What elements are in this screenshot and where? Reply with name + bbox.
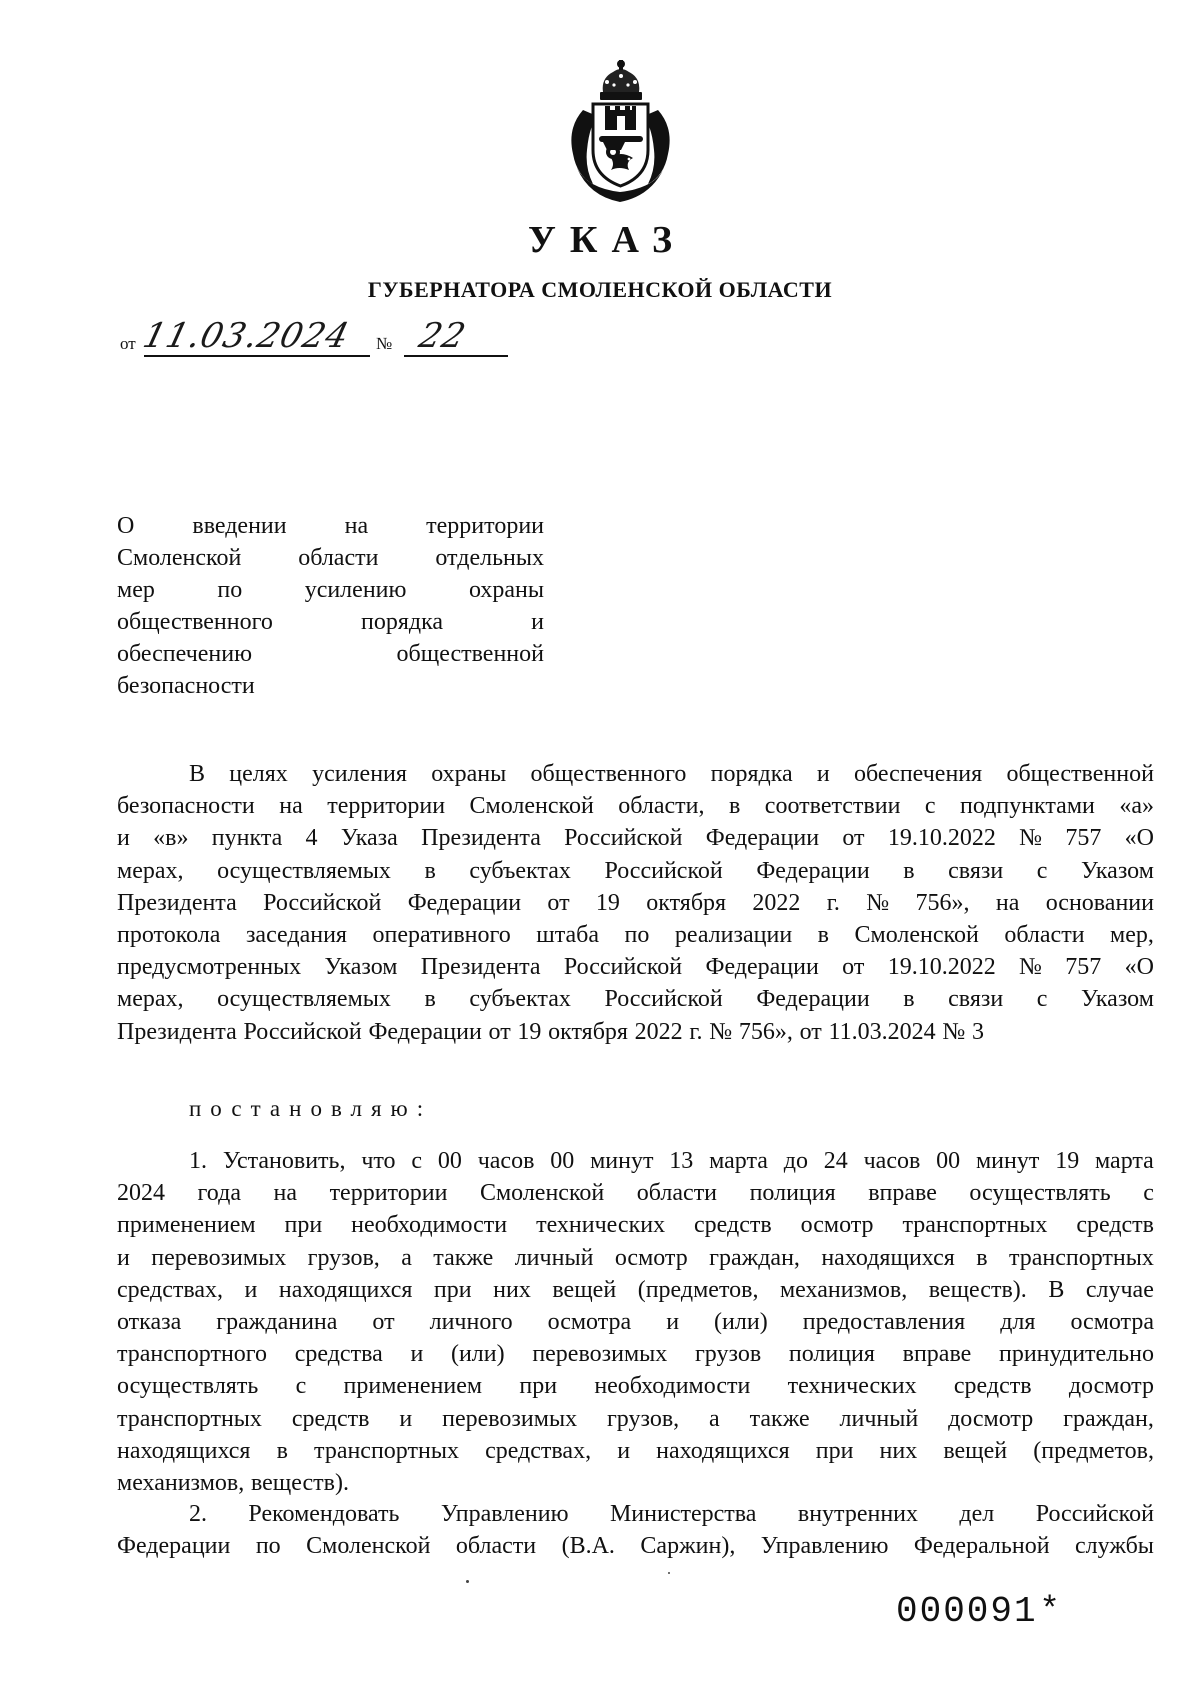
word: осуществлять bbox=[117, 1373, 259, 1400]
word: в bbox=[276, 1437, 288, 1464]
word: от bbox=[799, 1018, 822, 1045]
word: также bbox=[749, 1405, 810, 1432]
word: Федеральной bbox=[913, 1533, 1050, 1560]
word: В bbox=[189, 761, 206, 787]
word: г. bbox=[689, 1018, 703, 1045]
word: протокола bbox=[117, 922, 221, 949]
scan-speck bbox=[466, 1580, 469, 1583]
subject-word: области bbox=[298, 545, 379, 571]
word: В bbox=[1048, 1276, 1065, 1303]
word: области bbox=[636, 1180, 718, 1207]
word: грузов bbox=[694, 1341, 762, 1368]
word: года bbox=[197, 1180, 241, 1207]
word: что bbox=[361, 1148, 396, 1174]
text-line bbox=[117, 983, 1154, 1015]
date-prefix: от bbox=[120, 334, 136, 353]
word: вещей bbox=[552, 1276, 617, 1303]
word: часов bbox=[477, 1148, 535, 1174]
word: дел bbox=[959, 1501, 995, 1527]
word: общественного bbox=[530, 761, 687, 787]
word: «О bbox=[1124, 825, 1154, 852]
word: осмотр bbox=[800, 1212, 874, 1239]
text-line bbox=[117, 1435, 1154, 1467]
word: и bbox=[117, 1244, 130, 1271]
word: необходимости bbox=[594, 1373, 751, 1400]
text-line bbox=[117, 1467, 1154, 1499]
word: веществ). bbox=[928, 1276, 1027, 1303]
word: гражданина bbox=[216, 1309, 338, 1336]
word: с bbox=[1143, 1180, 1154, 1207]
word: с bbox=[924, 793, 936, 820]
subject-line bbox=[117, 510, 544, 542]
word: в bbox=[817, 922, 830, 949]
subject-word: территории bbox=[426, 513, 544, 539]
word: осуществлять bbox=[969, 1180, 1111, 1207]
word: транспортных bbox=[314, 1437, 459, 1464]
word: 00 bbox=[936, 1148, 961, 1174]
word: предусмотренных bbox=[117, 954, 302, 981]
word: мерах, bbox=[117, 857, 184, 884]
word: применением bbox=[343, 1373, 483, 1400]
text-line bbox=[117, 919, 1154, 951]
word: 19 bbox=[517, 1018, 542, 1045]
word: г. bbox=[826, 889, 840, 916]
decree-subject bbox=[117, 510, 544, 702]
word: субъектах bbox=[469, 986, 571, 1013]
word: по bbox=[624, 922, 650, 949]
word: при bbox=[284, 1212, 323, 1239]
word: от bbox=[372, 1309, 395, 1336]
word: 19.10.2022 bbox=[887, 954, 996, 981]
word: в bbox=[903, 857, 915, 884]
word: Федерации bbox=[756, 986, 870, 1013]
subject-word: мер bbox=[117, 577, 155, 603]
word: также bbox=[433, 1244, 494, 1271]
subject-word: по bbox=[217, 577, 243, 603]
word: вправе bbox=[868, 1180, 937, 1207]
text-line bbox=[117, 887, 1154, 919]
word: случае bbox=[1085, 1276, 1154, 1303]
word: и bbox=[666, 1309, 680, 1336]
word: транспортных bbox=[117, 1405, 262, 1432]
word: граждан, bbox=[709, 1244, 800, 1271]
subject-word: введении bbox=[192, 513, 287, 539]
word: перевозимых bbox=[151, 1244, 287, 1271]
word: 4 bbox=[305, 825, 318, 852]
text-line bbox=[117, 758, 1154, 790]
word: и bbox=[410, 1341, 424, 1368]
word: транспортного bbox=[117, 1341, 268, 1368]
word: 757 bbox=[1065, 954, 1102, 981]
item-1-paragraph bbox=[117, 1145, 1154, 1499]
word: Президента bbox=[117, 889, 237, 916]
word: «а» bbox=[1119, 793, 1154, 820]
word: с bbox=[1036, 986, 1048, 1013]
text-line bbox=[117, 1306, 1154, 1338]
word: средств bbox=[291, 1405, 370, 1432]
word: и bbox=[617, 1437, 631, 1464]
word: них bbox=[879, 1437, 918, 1464]
word: Российской bbox=[1035, 1501, 1154, 1527]
word: от bbox=[488, 1018, 511, 1045]
word: в bbox=[976, 1244, 988, 1271]
preamble-paragraph bbox=[117, 758, 1154, 1048]
word: от bbox=[547, 889, 570, 916]
word: применением bbox=[117, 1212, 256, 1239]
word: грузов, bbox=[307, 1244, 380, 1271]
word: (предметов, bbox=[637, 1276, 759, 1303]
word: № bbox=[709, 1018, 733, 1045]
word: безопасности bbox=[117, 793, 255, 820]
word: мер, bbox=[1110, 922, 1154, 949]
word: Федерации bbox=[705, 954, 819, 981]
word: средств bbox=[953, 1373, 1032, 1400]
word: при bbox=[519, 1373, 558, 1400]
word: находящихся bbox=[117, 1437, 251, 1464]
word: 11.03.2024 bbox=[828, 1018, 936, 1045]
subject-word: отдельных bbox=[435, 545, 544, 571]
word: 19 bbox=[595, 889, 620, 916]
word: № bbox=[866, 889, 890, 916]
word: штаба bbox=[536, 922, 600, 949]
word: 756», bbox=[738, 1018, 793, 1045]
word: осмотр bbox=[614, 1244, 688, 1271]
word: (В.А. bbox=[561, 1533, 615, 1560]
text-line bbox=[117, 790, 1154, 822]
word: пункта bbox=[211, 825, 283, 852]
word: перевозимых bbox=[442, 1405, 578, 1432]
word: Указом bbox=[1081, 986, 1154, 1013]
word: досмотр bbox=[948, 1405, 1034, 1432]
word: (предметов, bbox=[1033, 1437, 1154, 1464]
subject-word: усилению bbox=[304, 577, 407, 603]
word: области bbox=[455, 1533, 537, 1560]
word: 2022 bbox=[752, 889, 801, 916]
word: соответствии bbox=[764, 793, 901, 820]
word: Смоленской bbox=[306, 1533, 431, 1560]
text-line bbox=[117, 1498, 1154, 1530]
word: Рекомендовать bbox=[248, 1501, 400, 1527]
word: личный bbox=[839, 1405, 919, 1432]
subject-line bbox=[117, 606, 544, 638]
word: Указом bbox=[1081, 857, 1154, 884]
word: внутренних bbox=[797, 1501, 918, 1527]
word: с bbox=[1036, 857, 1048, 884]
subject-word: общественной bbox=[396, 641, 544, 667]
word: механизмов, bbox=[779, 1276, 908, 1303]
word: Российской bbox=[604, 857, 723, 884]
word: осмотра bbox=[1070, 1309, 1154, 1336]
word: 1. bbox=[189, 1148, 207, 1174]
word: октября bbox=[548, 1018, 628, 1045]
word: территории bbox=[329, 1180, 448, 1207]
word: 19 bbox=[1055, 1148, 1080, 1174]
decree-word: постановляю: bbox=[189, 1096, 433, 1121]
word: полиция bbox=[788, 1341, 875, 1368]
word: территории bbox=[327, 793, 446, 820]
word: полиция bbox=[749, 1180, 836, 1207]
word: для bbox=[1000, 1309, 1036, 1336]
word: мерах, bbox=[117, 986, 184, 1013]
word: осуществляемых bbox=[217, 857, 391, 884]
word: до bbox=[783, 1148, 808, 1174]
word: транспортных bbox=[902, 1212, 1048, 1239]
word: Саржин), bbox=[640, 1533, 736, 1560]
word: граждан, bbox=[1063, 1405, 1154, 1432]
word: находящихся bbox=[656, 1437, 790, 1464]
subject-word: общественного bbox=[117, 609, 273, 635]
word: Федерации bbox=[407, 889, 522, 916]
word: 19.10.2022 bbox=[887, 825, 996, 852]
word: Российской bbox=[563, 954, 683, 981]
word: Указа bbox=[340, 825, 398, 852]
word: при bbox=[815, 1437, 854, 1464]
word: (или) bbox=[714, 1309, 768, 1336]
subject-word: и bbox=[531, 609, 544, 635]
word: средств bbox=[1076, 1212, 1154, 1239]
word: Президента bbox=[421, 825, 541, 852]
word: минут bbox=[975, 1148, 1040, 1174]
word: Министерства bbox=[609, 1501, 757, 1527]
word: личного bbox=[429, 1309, 513, 1336]
serial-number: 000091 bbox=[896, 1591, 1038, 1632]
word: с bbox=[295, 1373, 307, 1400]
word: и bbox=[244, 1276, 258, 1303]
word: а bbox=[401, 1244, 412, 1271]
word: осмотра bbox=[547, 1309, 632, 1336]
text-line bbox=[117, 1209, 1154, 1241]
word: субъектах bbox=[469, 857, 571, 884]
word: при bbox=[433, 1276, 472, 1303]
word: целях bbox=[229, 761, 288, 787]
word: Смоленской bbox=[479, 1180, 605, 1207]
word: технических bbox=[787, 1373, 917, 1400]
word: (или) bbox=[450, 1341, 505, 1368]
text-line bbox=[117, 1338, 1154, 1370]
text-line bbox=[117, 1370, 1154, 1402]
scan-speck bbox=[668, 1572, 670, 1574]
text-line bbox=[117, 1403, 1154, 1435]
word: и bbox=[399, 1405, 413, 1432]
word: необходимости bbox=[351, 1212, 508, 1239]
text-line bbox=[117, 1016, 1154, 1048]
word: службы bbox=[1075, 1533, 1154, 1560]
word: Российской bbox=[243, 1018, 362, 1045]
word: Смоленской bbox=[854, 922, 979, 949]
word: от bbox=[842, 825, 865, 852]
word: 13 bbox=[669, 1148, 694, 1174]
word: них bbox=[493, 1276, 531, 1303]
text-line bbox=[117, 1145, 1154, 1177]
subject-line bbox=[117, 638, 544, 670]
word: вправе bbox=[902, 1341, 972, 1368]
word: 2. bbox=[189, 1501, 207, 1527]
word: подпунктами bbox=[960, 793, 1095, 820]
word: и bbox=[816, 761, 830, 787]
word: «в» bbox=[153, 825, 189, 852]
word: охраны bbox=[431, 761, 507, 787]
word: грузов, bbox=[606, 1405, 680, 1432]
subject-word: порядка bbox=[360, 609, 444, 635]
word: средствах, bbox=[485, 1437, 592, 1464]
word: минут bbox=[590, 1148, 654, 1174]
word: Федерации bbox=[756, 857, 870, 884]
word: 24 bbox=[823, 1148, 848, 1174]
text-line bbox=[117, 1242, 1154, 1274]
word: 00 bbox=[437, 1148, 462, 1174]
serial-mark: * bbox=[1043, 1588, 1057, 1626]
word: 2024 bbox=[117, 1180, 165, 1207]
subject-word: охраны bbox=[468, 577, 544, 603]
word: заседания bbox=[245, 922, 347, 949]
word: № bbox=[1019, 954, 1042, 981]
document-title: УКАЗ bbox=[528, 219, 686, 261]
word: в bbox=[903, 986, 915, 1013]
word: Управлению bbox=[760, 1533, 889, 1560]
word: транспортных bbox=[1008, 1244, 1154, 1271]
subject-word: на bbox=[344, 513, 369, 539]
word: осуществляемых bbox=[217, 986, 391, 1013]
word: связи bbox=[948, 857, 1004, 884]
word: средства bbox=[294, 1341, 383, 1368]
word: личный bbox=[514, 1244, 594, 1271]
text-line bbox=[117, 822, 1154, 854]
word: средствах, bbox=[117, 1276, 224, 1303]
text-line bbox=[117, 855, 1154, 887]
document-subtitle: ГУБЕРНАТОРА СМОЛЕНСКОЙ ОБЛАСТИ bbox=[367, 277, 833, 302]
word: 2022 bbox=[634, 1018, 683, 1045]
word: основании bbox=[1045, 889, 1154, 916]
text-line bbox=[117, 1274, 1154, 1306]
word: в bbox=[424, 986, 436, 1013]
word: вещей bbox=[943, 1437, 1008, 1464]
word: Российской bbox=[564, 825, 683, 852]
text-line bbox=[117, 1530, 1154, 1562]
word: в bbox=[728, 793, 741, 820]
word: 756», bbox=[915, 889, 970, 916]
word: связи bbox=[948, 986, 1004, 1013]
word: общественной bbox=[1006, 761, 1154, 787]
word: Российской bbox=[604, 986, 723, 1013]
word: средств bbox=[694, 1212, 772, 1239]
word: досмотр bbox=[1068, 1373, 1154, 1400]
word: 3 bbox=[971, 1018, 984, 1045]
word: 00 bbox=[550, 1148, 575, 1174]
word: «О bbox=[1124, 954, 1154, 981]
word: порядка bbox=[710, 761, 793, 787]
word: усиления bbox=[312, 761, 407, 787]
word: Установить, bbox=[222, 1148, 346, 1174]
word: области bbox=[1004, 922, 1085, 949]
word: 757 bbox=[1065, 825, 1102, 852]
word: принудительно bbox=[998, 1341, 1154, 1368]
word: перевозимых bbox=[532, 1341, 668, 1368]
subject-line bbox=[117, 670, 544, 702]
word: с bbox=[411, 1148, 423, 1174]
word: часов bbox=[863, 1148, 921, 1174]
word: Смоленской bbox=[469, 793, 594, 820]
word: технических bbox=[536, 1212, 666, 1239]
word: № bbox=[942, 1018, 966, 1045]
word: обеспечения bbox=[854, 761, 983, 787]
text-line bbox=[117, 951, 1154, 983]
word: Указом bbox=[324, 954, 398, 981]
word: марта bbox=[709, 1148, 768, 1174]
word: механизмов, bbox=[117, 1470, 245, 1497]
word: отказа bbox=[117, 1309, 182, 1336]
coat-of-arms-emblem bbox=[563, 58, 678, 208]
word: на bbox=[279, 793, 303, 820]
word: области, bbox=[618, 793, 705, 820]
subject-line bbox=[117, 574, 544, 606]
subject-word: безопасности bbox=[117, 673, 255, 699]
word: и bbox=[117, 825, 130, 852]
word: в bbox=[424, 857, 436, 884]
word: на bbox=[995, 889, 1020, 916]
word: предоставления bbox=[802, 1309, 966, 1336]
subject-line bbox=[117, 542, 544, 574]
word: марта bbox=[1095, 1148, 1154, 1174]
text-line bbox=[117, 1177, 1154, 1209]
subject-word: О bbox=[117, 513, 135, 539]
item-2-paragraph bbox=[117, 1498, 1154, 1562]
word: реализации bbox=[674, 922, 793, 949]
subject-word: обеспечению bbox=[117, 641, 253, 667]
word: Президента bbox=[117, 1018, 237, 1045]
word: от bbox=[842, 954, 865, 981]
word: Федерации bbox=[368, 1018, 482, 1045]
word: Федерации bbox=[117, 1533, 231, 1560]
word: по bbox=[255, 1533, 281, 1560]
subject-word: Смоленской bbox=[117, 545, 242, 571]
handwritten-number: 22 bbox=[415, 316, 471, 356]
word: а bbox=[709, 1405, 720, 1432]
word: на bbox=[273, 1180, 298, 1207]
handwritten-date: 11.03.2024 bbox=[139, 316, 354, 356]
word: оперативного bbox=[372, 922, 511, 949]
word: Управлению bbox=[440, 1501, 569, 1527]
word: находящихся bbox=[821, 1244, 955, 1271]
word: октября bbox=[646, 889, 727, 916]
word: находящихся bbox=[278, 1276, 413, 1303]
word: веществ). bbox=[250, 1470, 349, 1497]
word: Российской bbox=[263, 889, 382, 916]
number-prefix: № bbox=[376, 334, 393, 353]
word: Президента bbox=[420, 954, 541, 981]
word: Федерации bbox=[705, 825, 820, 852]
word: № bbox=[1019, 825, 1043, 852]
